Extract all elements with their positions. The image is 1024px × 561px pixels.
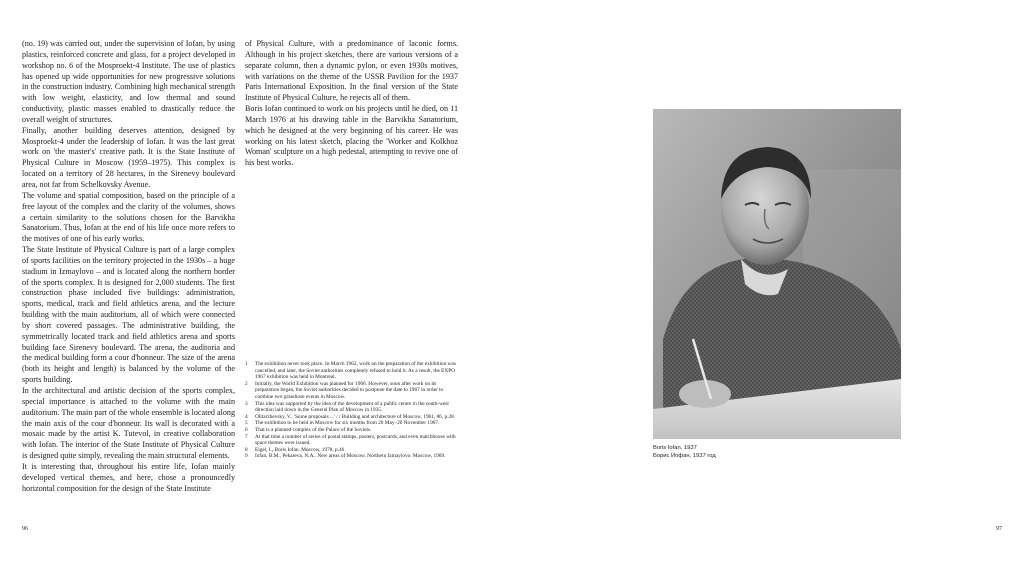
- footnote-text: Iofan, B.M., Pekareva, N.A.. New areas of Moscow. Northern Izmaylovo. Moscow, 1969.: [255, 453, 446, 460]
- paragraph: Finally, another building deserves attention, designed by Mosproekt-4 under the leadership of Iofan. It was the last great work on 'the master's' creative path. It is the State Institute of Physical Culture in Moscow (1959–1975). This complex is located on a territory of 28 hectares, in the Sirenevy boulevard area, not far from Schelkovsky Avenue.: [22, 125, 235, 189]
- footnote-text: Eigel, I., Boris Iofan. Moscow, 1978, p.46: [255, 446, 345, 453]
- footnote: [245, 427, 458, 434]
- footnote: [245, 401, 458, 414]
- paragraph: In the architectural and artistic decision of the sports complex, special importance is attached to the volume with the main auditorium. The main part of the whole ensemble is located along the main axis of the cour d'honneur. Its wall is decorated with a mosaic made by the artist K. Tutevol, in creative collaboration with Iofan. The interior of the State Institute of Physical Culture is designed quite simply, revealing the main structural elements.: [22, 386, 235, 461]
- footnote-number: 6: [245, 426, 248, 433]
- footnote-text: The exhibition never took place. In March 1962, work on the preparation of the exhibition was cancelled, and later, the Soviet authorities completely refused to hold it. As a result, the EXPO 1967 exhibition was held in Montreal.: [255, 361, 456, 381]
- photo-caption: [653, 444, 901, 460]
- caption-russian: Борис Иофан, 1937 год: [653, 453, 716, 460]
- paragraph: of Physical Culture, with a predominance of laconic forms. Although in his project sketches, there are various versions of a separate column, then a dynamic pylon, or even 1930s motives, with variations on the theme of the USSR Pavilion for the 1937 Paris International Exposition. In the final version of the State Institute of Physical Culture, he rejects all of them.: [245, 39, 458, 103]
- footnote-text: At that time a number of series of postal stamps, posters, postcards, and even matchboxes with space themes were issued.: [255, 433, 456, 447]
- text-column-2: [245, 39, 458, 169]
- paragraph: (no. 19) was carried out, under the supervision of Iofan, by using plastics, reinforced concrete and glass, for a project developed in workshop no. 6 of the Mosproekt-4 Institute. The use of plastics has opened up wide opportunities for new progressive solutions in the construction industry. Combining high mechanical strength with low weight, elasticity, and low thermal and sound conductivity, plastic masses enabled to drastically reduce the overall weight of structures.: [22, 39, 235, 124]
- footnote-number: 1: [245, 361, 248, 367]
- footnotes: [245, 361, 458, 460]
- page-number-right: 97: [996, 526, 1002, 532]
- page-number-left: 96: [22, 526, 28, 532]
- paragraph: The volume and spatial composition, based on the principle of a free layout of the complex and the clarity of the volumes, shows a certain similarity to the solutions chosen for the Barvikha Sanatorium. Thus, Iofan at the end of his life once more refers to the motives of one of his early works.: [22, 190, 235, 244]
- paragraph: The State Institute of Physical Culture is part of a large complex of sports facilities on the territory projected in the 1930s – a huge stadium in Izmaylovo – and is located along the northern border of the sports complex. It is designed for 2,000 students. The first construction phase included five buildings: administration, sports, medical, track and field athletics arena, and the lecture building with the main auditorium, all of which were connected by short covered passages. The administrative building, the symmetrically located track and field athletics arena and sports building face Sirenevy boulevard. The arena, the auditoria and the medical building form a cour d'honneur. The size of the arena (both its height and length) is balanced by the volume of the sports building.: [22, 245, 235, 385]
- footnote-text: Olitarzhevsky, V., 'Some proposals ...' / / Building and architecture of Moscow, 1961, 86, p.28.: [255, 413, 456, 420]
- footnote-text: That is a planned complex of the Palace of the Soviets.: [255, 426, 372, 433]
- footnote-number: 9: [245, 453, 248, 460]
- footnote-text: The exhibition to be held in Moscow for six months from 20 May–20 November 1967.: [255, 420, 440, 427]
- footnote: [245, 420, 458, 427]
- caption-english: Boris Iofan, 1937: [653, 445, 697, 451]
- footnote-number: 3: [245, 400, 248, 407]
- footnote: [245, 361, 458, 381]
- footnote: [245, 434, 458, 447]
- portrait-photo: [653, 109, 901, 439]
- footnote-number: 8: [245, 446, 248, 453]
- right-page: [512, 0, 1024, 561]
- paragraph: Boris Iofan continued to work on his projects until he died, on 11 March 1976 at his drawing table in the Barvikha Sanatorium, which he designed at the very beginning of his career. He was working on his latest sketch, placing the 'Worker and Kolkhoz Woman' sculpture on a high pedestal, attempting to revive one of his best works.: [245, 104, 458, 168]
- footnote: [245, 381, 458, 401]
- footnote-number: 7: [245, 433, 248, 440]
- footnote-text: This idea was supported by the idea of the development of a public centre in the south-west direction laid down in the General Plan of Moscow in 1935.: [255, 400, 449, 414]
- footnote-number: 2: [245, 380, 248, 387]
- footnote-number: 4: [245, 413, 248, 420]
- paragraph: It is interesting that, throughout his entire life, Iofan mainly developed vertical themes, and here, chose a pronouncedly horizontal composition for the design of the State Institute: [22, 461, 235, 493]
- text-column-1: [22, 39, 235, 494]
- footnote-number: 5: [245, 420, 248, 427]
- footnote: [245, 453, 458, 460]
- footnote-text: Initially, the World Exhibition was planned for 1966. However, soon after work on its preparation began, the Soviet authorities decided to postpone the date to 1967 in order to combine two grandiose events in Moscow.: [255, 380, 444, 400]
- portrait-illustration: [653, 109, 901, 439]
